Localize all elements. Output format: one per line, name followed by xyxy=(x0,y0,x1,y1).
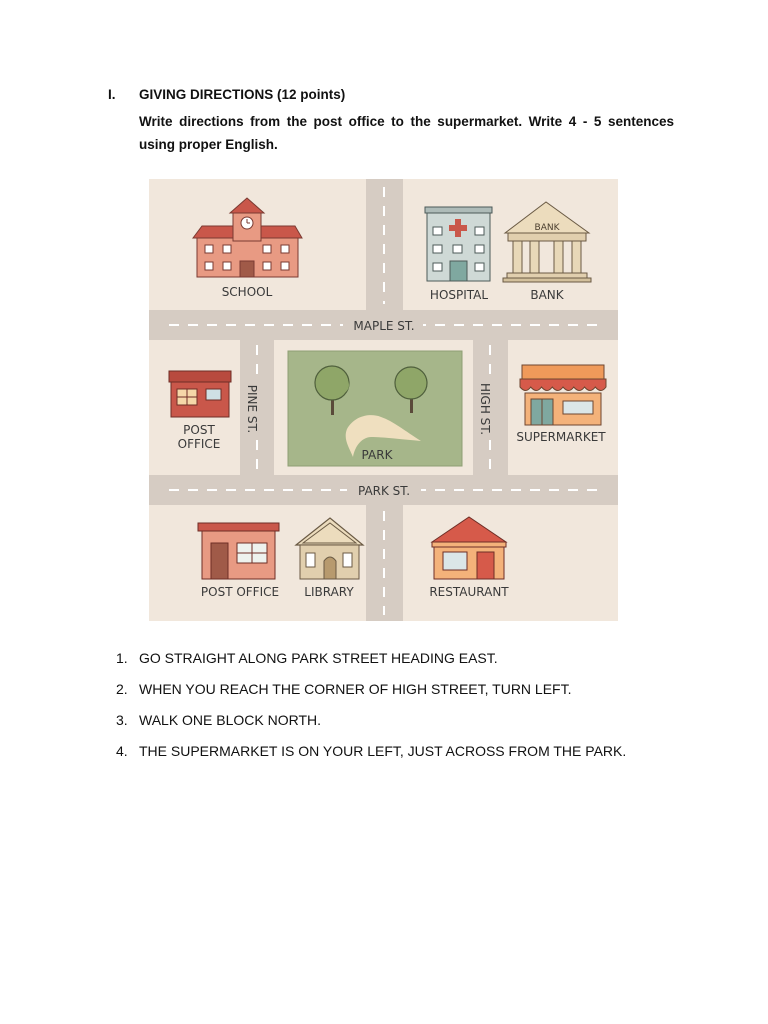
item-number: 1. xyxy=(116,650,128,666)
item-text: GO STRAIGHT ALONG PARK STREET HEADING EAST. xyxy=(139,650,498,666)
park-street-label: PARK ST. xyxy=(357,484,411,498)
supermarket-icon xyxy=(520,365,606,425)
hospital-label: HOSPITAL xyxy=(429,288,489,302)
bank-sign: BANK xyxy=(534,223,560,233)
south-road xyxy=(366,505,403,621)
post-office-top-label-line2: OFFICE xyxy=(177,437,221,451)
section-title: GIVING DIRECTIONS (12 points) xyxy=(139,87,346,102)
instructions: Write directions from the post office to the supermarket. Write 4 - 5 sentences using proper English. xyxy=(139,114,674,152)
post-office-bottom-label: POST OFFICE xyxy=(200,585,280,599)
library-label: LIBRARY xyxy=(304,585,354,599)
item-number: 4. xyxy=(116,743,128,759)
town-map-illustration xyxy=(149,179,618,621)
supermarket-label: SUPERMARKET xyxy=(516,430,606,444)
park-label: PARK xyxy=(361,448,393,462)
restaurant-label: RESTAURANT xyxy=(429,585,509,599)
section-number: I. xyxy=(108,87,116,102)
pine-street-label: PINE ST. xyxy=(245,384,259,434)
town-map xyxy=(149,179,618,621)
item-text: WHEN YOU REACH THE CORNER OF HIGH STREET, TURN LEFT. xyxy=(139,681,572,697)
high-street-label: HIGH ST. xyxy=(478,382,492,436)
post-office-icon xyxy=(198,523,279,579)
maple-street-label: MAPLE ST. xyxy=(353,319,415,333)
pine-street-label-group xyxy=(244,383,260,435)
item-number: 3. xyxy=(116,712,128,728)
post-office-top-label-line1: POST xyxy=(183,423,215,437)
school-label: SCHOOL xyxy=(221,285,273,299)
post-office-icon xyxy=(169,371,231,417)
item-number: 2. xyxy=(116,681,128,697)
item-text: WALK ONE BLOCK NORTH. xyxy=(139,712,322,728)
item-text: THE SUPERMARKET IS ON YOUR LEFT, JUST ACROSS FROM THE PARK. xyxy=(139,743,627,759)
hospital-icon xyxy=(425,207,492,281)
high-street-label-group xyxy=(477,383,493,435)
bank-label: BANK xyxy=(530,288,564,302)
